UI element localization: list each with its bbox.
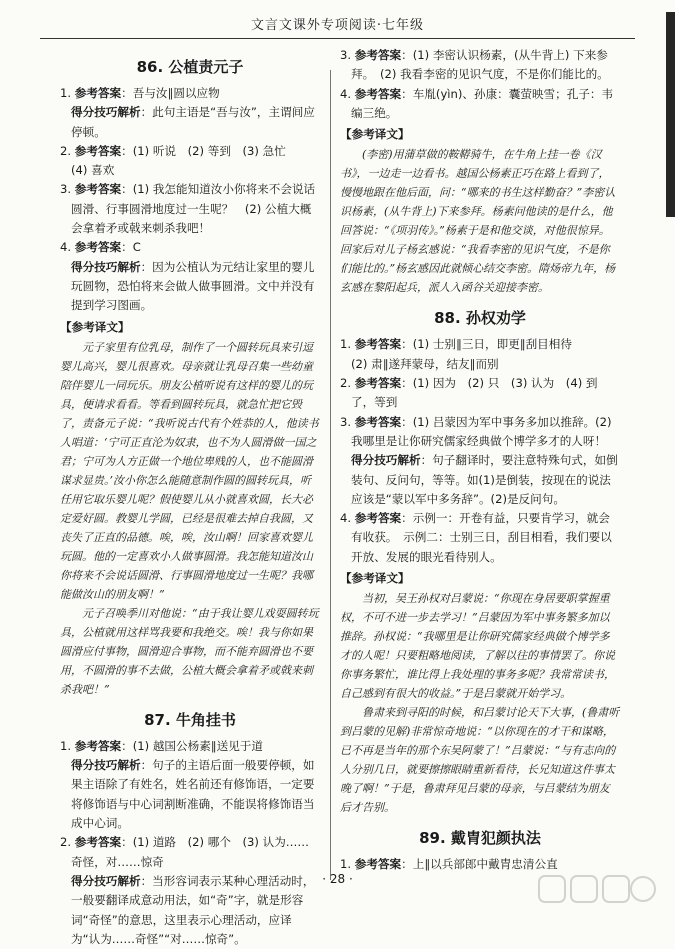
right-column — [340, 46, 620, 875]
section-title-89: 89. 戴胄犯颜执法 — [419, 829, 541, 848]
item-number: 3. — [340, 48, 352, 62]
translation-87: (李密)用蒲草做的鞍鞯骑牛，在牛角上挂一卷《汉书》，一边走一边看书。越国公杨素正巧在路上看到了，慢慢地跟在他后面，问：“哪来的书生这样勤奋？”李密认识杨素，(从牛背上)下来参拜。杨素问他读的是什么，他回答说：“《项羽传》。”杨素于是和他交谈，对他很惊异。回家后对儿子杨玄感说：“我看李密的见识气度，不是你们能比的。”杨玄感因此就倾心结交李密。隋炀帝九年，杨玄感在黎阳起兵，派人入函谷关迎接李密。 — [340, 148, 616, 295]
tip-label: 得分技巧解析 — [71, 259, 141, 274]
answer-label: 参考答案 — [354, 511, 402, 526]
column-divider — [330, 70, 331, 880]
answer-text: ：吾与汝∥圆以应物 — [121, 86, 220, 100]
item-number: 2. — [60, 143, 72, 158]
answer-label: 参考答案 — [74, 143, 122, 158]
tip-86-4 — [60, 258, 320, 316]
section-title-87: 87. 牛角挂书 — [144, 710, 236, 729]
tip-text: ：当形容词表示某种心理活动时，一般要翻译成意动用法，如“奇”字，就是形容词“奇怪”的意思，这里表示心理活动，应译为“认为……奇怪”“对……惊奇”。 — [71, 873, 315, 946]
answer-label: 参考答案 — [354, 337, 402, 352]
item-number: 1. — [60, 738, 72, 753]
tip-87-1 — [60, 756, 320, 833]
answer-87-1 — [60, 737, 320, 756]
tip-text: ：句子翻译时，要注意特殊句式，如倒装句、反问句，等等。如(1)是倒装，按现在的说法应该是“蒙以军中多务辞”。(2)是反问句。 — [351, 453, 618, 506]
tip-text: ：句子的主语后面一般要停顿，如果主语除了有姓名，姓名前还有修饰语，一定要将修饰语与中心词割断准确，不能误将修饰语当成中心词。 — [71, 758, 315, 831]
answer-label: 参考答案 — [354, 857, 402, 872]
tip-86-1 — [60, 103, 320, 142]
item-number: 2. — [340, 376, 352, 391]
answer-text: ：C — [121, 240, 141, 255]
left-column — [60, 46, 320, 949]
item-number: 4. — [340, 86, 352, 101]
answer-88-3 — [340, 413, 620, 452]
answer-text: ：(1) 因为 (2) 只 (3) 认为 (4) 到了，等到 — [351, 376, 598, 410]
answer-label: 参考答案 — [74, 835, 122, 850]
item-number: 1. — [340, 337, 352, 352]
item-number: 4. — [60, 240, 72, 255]
answer-label: 参考答案 — [74, 240, 122, 255]
answer-87-2 — [60, 833, 320, 872]
page-number: · 28 · — [322, 872, 353, 886]
answer-88-1-cont: (2) 肃∥遂拜蒙母，结友∥而别 — [351, 356, 499, 371]
answer-text: ：上∥以兵部郎中戴胄忠清公直 — [401, 857, 558, 872]
answer-text: ：车胤(yìn)、孙康：囊萤映雪；孔子：韦编三绝。 — [351, 86, 614, 120]
side-thumb-tab — [666, 12, 675, 217]
answer-text: ：(1) 道路 (2) 哪个 (3) 认为……奇怪，对……惊奇 — [71, 835, 309, 869]
item-number: 1. — [340, 857, 352, 872]
translation-86-p2: 元子召唤季川对他说：“由于我让婴儿戏耍圆转玩具，公植就用这样骂我要和我绝交。唉！我与你如果圆滑应付事物，圆滑迎合事物，而不能弃圆滑也不要用，不圆滑的事不去做，公植大概会拿着矛或戟来刺杀我吧！” — [60, 606, 319, 696]
item-number: 4. — [340, 511, 352, 526]
answer-label: 参考答案 — [74, 182, 122, 197]
answer-label: 参考答案 — [354, 414, 402, 429]
tip-label: 得分技巧解析 — [71, 758, 141, 773]
tip-88-3 — [340, 451, 620, 509]
answer-text: ：(1) 士别∥三日，即更∥刮目相待 — [401, 337, 572, 352]
translation-tag-88: 【参考译文】 — [340, 571, 410, 586]
answer-86-2-cont: (4) 喜欢 — [71, 163, 115, 178]
answer-label: 参考答案 — [354, 376, 402, 391]
answer-text: ：(1) 越国公杨素∥送见于道 — [121, 738, 263, 753]
header-rule — [40, 38, 635, 39]
translation-tag-86: 【参考译文】 — [60, 319, 130, 334]
answer-label: 参考答案 — [354, 86, 402, 101]
answer-text: ：(1) 我怎能知道汝小你将来不会说话圆滑、行事圆滑地度过一生呢？ (2) 公植大概会拿着矛或戟来刺杀我吧！ — [71, 182, 316, 236]
answer-label: 参考答案 — [74, 738, 122, 753]
tip-label: 得分技巧解析 — [71, 873, 141, 888]
tip-text: ：因为公植认为元结让家里的婴儿玩圆物，恐怕将来会做人做事圆滑。文中并没有提到学习图画。 — [71, 259, 315, 313]
answer-87-3 — [340, 46, 620, 85]
item-number: 3. — [60, 182, 72, 197]
answer-88-1 — [340, 335, 620, 354]
tip-label: 得分技巧解析 — [351, 453, 421, 468]
tip-label: 得分技巧解析 — [71, 105, 141, 120]
page-header — [0, 0, 675, 40]
translation-88-p2: 鲁肃来到寻阳的时候，和吕蒙讨论天下大事，(鲁肃听到吕蒙的见解)非常惊奇地说：“以你现在的才干和谋略，已不再是当年的那个东吴阿蒙了！”吕蒙说：“与有志向的人分别几日，就要擦擦眼睛重新看待，长兄知道这件事太晚了啊！”于是，鲁肃拜见吕蒙的母亲，与吕蒙结为朋友后才告别。 — [340, 706, 620, 815]
answer-86-4 — [60, 238, 320, 257]
answer-text: ：(1) 听说 (2) 等到 (3) 急忙 — [121, 143, 286, 158]
answer-label: 参考答案 — [354, 48, 402, 62]
translation-86-p1: 元子家里有位乳母，制作了一个圆转玩具来引逗婴儿高兴，婴儿很喜欢。母亲就让乳母召集一些幼童陪伴婴儿一同玩乐。朋友公植听说有这样的婴儿的玩具，便请求看看。等看到圆转玩具，就急忙把它毁了，责备元子说：“我听说古代有个姓恭的人，他读书人唱道：‘宁可正直沦为奴隶，也不为人圆滑做一国之君；宁可为人方正做一个地位卑贱的人，也不能圆滑谋求显贵。’汝小你怎么能随意制作圆的圆转玩具，听任用它取乐婴儿呢？假使婴儿从小就喜欢圆，长大必定爱好圆。教婴儿学圆，已经是很难去掉自我圆，又丧失了正直的品德。唉，唉，汝山啊！回家喜欢婴儿玩圆。他的一定喜欢小人做事圆滑。我怎能知道汝山你将来不会说话圆滑、行事圆滑地度过一生呢？我哪能做汝山的朋友啊！” — [60, 340, 319, 601]
item-number: 3. — [340, 414, 352, 429]
answer-text: ：(1) 李密认识杨素，(从牛背上) 下来参拜。 (2) 我看李密的见识气度，不是你们能比的。 — [351, 48, 609, 82]
answer-88-4 — [340, 509, 620, 567]
answer-86-1 — [60, 84, 320, 103]
tip-text: ：此句主语是“吾与汝”，主谓间应停顿。 — [71, 105, 315, 139]
section-title-88: 88. 孙权劝学 — [434, 309, 526, 328]
running-title: 文言文课外专项阅读·七年级 — [250, 18, 425, 33]
answer-text: ：(1) 吕蒙因为军中事务多加以推辞。(2) 我哪里是让你研究儒家经典做个博学多才的人呀！ — [351, 414, 612, 448]
answer-87-4 — [340, 85, 620, 124]
answer-88-2 — [340, 374, 620, 413]
watermark-logo-icon — [537, 872, 657, 908]
item-number: 1. — [60, 86, 72, 100]
answer-86-2 — [60, 142, 320, 161]
translation-tag-87: 【参考译文】 — [340, 127, 410, 142]
translation-88-p1: 当初，吴王孙权对吕蒙说：“你现在身居要职掌握重权，不可不进一步去学习！”吕蒙因为军中事务繁多加以推辞。孙权说：“我哪里是让你研究儒家经典做个博学多才的人呢！只要粗略地阅读，了解以往的事情罢了。你说你事务繁忙，谁比得上我处理的事务多呢？我常常读书，自己感到有很大的收益。”于是吕蒙就开始学习。 — [340, 592, 615, 701]
item-number: 2. — [60, 835, 72, 850]
answer-text: ：示例一：开卷有益，只要肯学习，就会有收获。 示例二：士别三日，刮目相看，我们要以开放、发展的眼光看待别人。 — [351, 511, 612, 564]
section-title-86: 86. 公植责元子 — [136, 58, 244, 76]
answer-86-3 — [60, 180, 320, 238]
answer-label: 参考答案 — [74, 86, 122, 100]
